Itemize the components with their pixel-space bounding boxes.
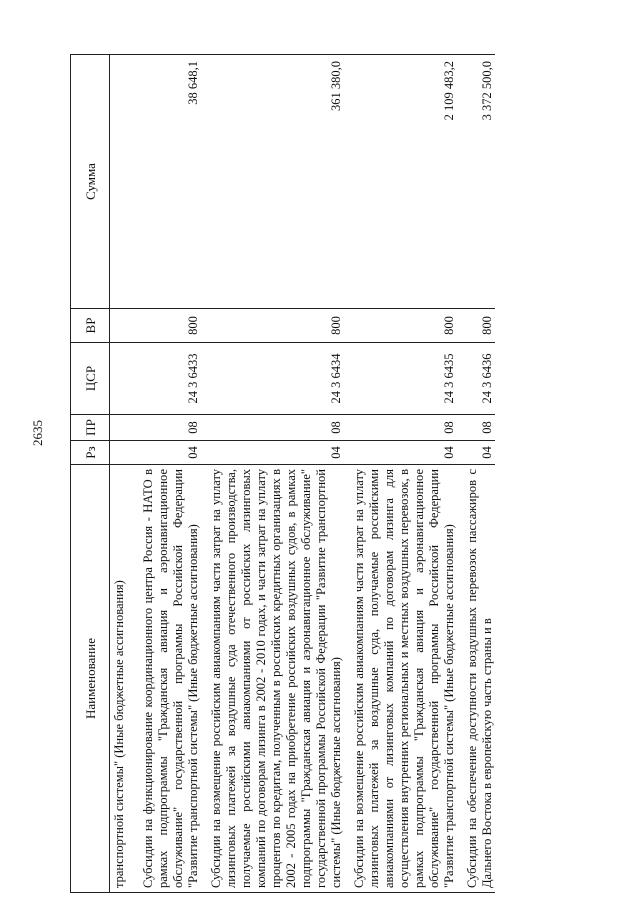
row-pr: 08 bbox=[133, 415, 201, 441]
header-csr: ЦСР bbox=[71, 343, 110, 415]
header-rz: Рз bbox=[71, 441, 110, 465]
row-rz: 04 bbox=[457, 441, 495, 465]
row-csr: 24 3 6435 bbox=[344, 343, 457, 415]
row-pr: 08 bbox=[457, 415, 495, 441]
budget-table bbox=[70, 54, 495, 893]
row-csr: 24 3 6436 bbox=[457, 343, 495, 415]
row-sum: 3 372 500,0 bbox=[457, 55, 495, 309]
table-row bbox=[457, 55, 495, 893]
header-vr: ВР bbox=[71, 309, 110, 343]
row-rz: 04 bbox=[201, 441, 344, 465]
row-name: Субсидии на обеспечение доступности воздушных перевозок пассажиров с Дальнего Востока в европейскую часть страны и в bbox=[457, 465, 495, 893]
page-number: 2635 bbox=[30, 420, 45, 446]
header-sum: Сумма bbox=[71, 55, 110, 309]
row-vr: 800 bbox=[457, 309, 495, 343]
row-rz: 04 bbox=[133, 441, 201, 465]
row-name: Субсидии на функционирование координационного центра Россия - НАТО в рамках подпрограммы "Гражданская авиация и аэронавигационное обслуживание" государственной программы Российской Федерации "Развитие транспортной системы" (Иные бюджетные ассигнования) bbox=[133, 465, 201, 893]
continuation-text: транспортной системы" (Иные бюджетные ассигнования) bbox=[110, 465, 134, 893]
row-csr: 24 3 6434 bbox=[201, 343, 344, 415]
row-sum: 38 648,1 bbox=[133, 55, 201, 309]
row-rz: 04 bbox=[344, 441, 457, 465]
row-sum: 2 109 483,2 bbox=[344, 55, 457, 309]
table-header-row bbox=[71, 55, 110, 893]
row-vr: 800 bbox=[201, 309, 344, 343]
continuation-row bbox=[110, 55, 134, 893]
header-pr: ПР bbox=[71, 415, 110, 441]
row-pr: 08 bbox=[201, 415, 344, 441]
row-vr: 800 bbox=[133, 309, 201, 343]
budget-table-container bbox=[70, 55, 600, 893]
row-name: Субсидии на возмещение российским авиакомпаниям части затрат на уплату лизинговых платежей за воздушные суда отечественного производства, получаемые российскими авиакомпаниями от российских лизинговых компаний по договорам лизинга в 2002 - 2010 годах, и части затрат на уплату процентов по кредитам, полученным в российских кредитных организациях в 2002 - 2005 годах на приобретение российских воздушных судов, в рамках подпрограммы "Гражданская авиация и аэронавигационное обслуживание" государственной программы Российской Федерации "Развитие транспортной системы" (Иные бюджетные ассигнования) bbox=[201, 465, 344, 893]
row-sum: 361 380,0 bbox=[201, 55, 344, 309]
header-name: Наименование bbox=[71, 465, 110, 893]
row-csr: 24 3 6433 bbox=[133, 343, 201, 415]
table-row bbox=[344, 55, 457, 893]
row-name: Субсидии на возмещение российским авиакомпаниям части затрат на уплату лизинговых платежей за воздушные суда, получаемые российскими авиакомпаниями от лизинговых компаний по договорам лизинга для осуществления внутренних региональных и местных воздушных перевозок, в рамках подпрограммы "Гражданская авиация и аэронавигационное обслуживание" государственной программы Российской Федерации "Развитие транспортной системы" (Иные бюджетные ассигнования) bbox=[344, 465, 457, 893]
table-row bbox=[133, 55, 201, 893]
table-row bbox=[201, 55, 344, 893]
row-vr: 800 bbox=[344, 309, 457, 343]
row-pr: 08 bbox=[344, 415, 457, 441]
